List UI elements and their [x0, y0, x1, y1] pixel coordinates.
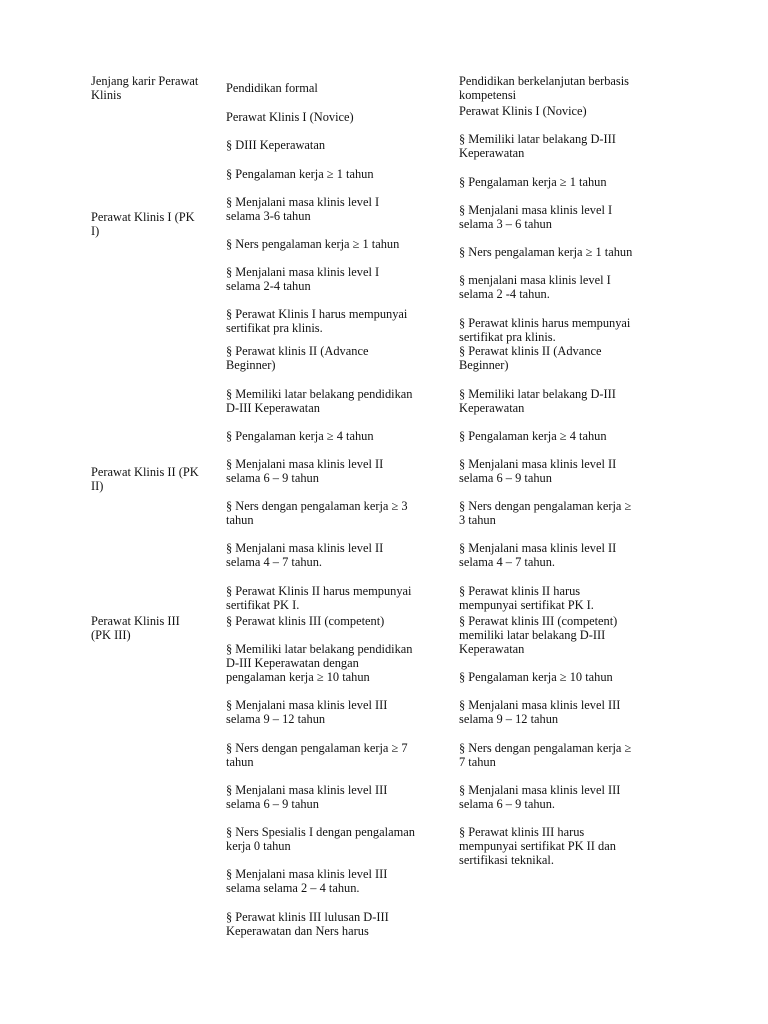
continuing-item: § Perawat klinis II (Advance Beginner) — [459, 344, 602, 372]
header-career-level: Jenjang karir Perawat Klinis — [91, 74, 199, 102]
formal-item: § Menjalani masa klinis level I selama 2-4 tahun — [226, 265, 380, 293]
continuing-item: § Perawat klinis harus mempunyai sertifikat pra klinis. — [459, 316, 631, 344]
row-label-pk1: Perawat Klinis I (PK I) — [91, 210, 195, 238]
continuing-item: § Menjalani masa klinis level I selama 3 – 6 tahun — [459, 203, 613, 231]
continuing-item: § Ners dengan pengalaman kerja ≥ 3 tahun — [459, 499, 632, 527]
formal-item: § Ners Spesialis I dengan pengalaman kerja 0 tahun — [226, 825, 415, 853]
continuing-item: § Ners pengalaman kerja ≥ 1 tahun — [459, 245, 633, 259]
formal-item: § Perawat Klinis I harus mempunyai sertifikat pra klinis. — [226, 307, 408, 335]
formal-item: § Pengalaman kerja ≥ 1 tahun — [226, 167, 374, 181]
formal-item: § Pengalaman kerja ≥ 4 tahun — [226, 429, 374, 443]
formal-item: § Perawat klinis III (competent) — [226, 614, 385, 628]
continuing-item: § Menjalani masa klinis level III selama 6 – 9 tahun. — [459, 783, 621, 811]
formal-item: § Menjalani masa klinis level III selama 6 – 9 tahun — [226, 783, 388, 811]
continuing-item: § Ners dengan pengalaman kerja ≥ 7 tahun — [459, 741, 632, 769]
continuing-item: § Pengalaman kerja ≥ 4 tahun — [459, 429, 607, 443]
header-continuing-education: Pendidikan berkelanjutan berbasis kompetensi — [459, 74, 629, 102]
formal-item: § Ners dengan pengalaman kerja ≥ 7 tahun — [226, 741, 408, 769]
continuing-item: § Menjalani masa klinis level II selama 4 – 7 tahun. — [459, 541, 617, 569]
continuing-item: § Pengalaman kerja ≥ 1 tahun — [459, 175, 607, 189]
formal-item: § Perawat klinis III lulusan D-III Keperawatan dan Ners harus — [226, 910, 389, 938]
formal-item: § Memiliki latar belakang pendidikan D-III Keperawatan dengan pengalaman kerja ≥ 10 tahun — [226, 642, 413, 684]
continuing-item: § Perawat klinis II harus mempunyai sertifikat PK I. — [459, 584, 594, 612]
continuing-item: § Perawat klinis III harus mempunyai sertifikat PK II dan sertifikasi teknikal. — [459, 825, 616, 867]
continuing-item: § menjalani masa klinis level I selama 2 -4 tahun. — [459, 273, 611, 301]
continuing-item: § Perawat klinis III (competent) memiliki latar belakang D-III Keperawatan — [459, 614, 618, 656]
formal-item: § Perawat klinis II (Advance Beginner) — [226, 344, 369, 372]
header-formal-education: Pendidikan formal — [226, 81, 318, 95]
continuing-item: § Pengalaman kerja ≥ 10 tahun — [459, 670, 613, 684]
formal-item: § Menjalani masa klinis level II selama 4 – 7 tahun. — [226, 541, 384, 569]
formal-item: Perawat Klinis I (Novice) — [226, 110, 354, 124]
continuing-item: § Menjalani masa klinis level II selama 6 – 9 tahun — [459, 457, 617, 485]
formal-item: § Ners dengan pengalaman kerja ≥ 3 tahun — [226, 499, 408, 527]
formal-item: § Menjalani masa klinis level II selama 6 – 9 tahun — [226, 457, 384, 485]
formal-item: § Ners pengalaman kerja ≥ 1 tahun — [226, 237, 400, 251]
formal-item: § Menjalani masa klinis level III selama 9 – 12 tahun — [226, 698, 388, 726]
continuing-item: § Memiliki latar belakang D-III Keperawatan — [459, 387, 616, 415]
formal-item: § Memiliki latar belakang pendidikan D-III Keperawatan — [226, 387, 413, 415]
continuing-item: § Memiliki latar belakang D-III Keperawatan — [459, 132, 616, 160]
formal-item: § Menjalani masa klinis level III selama selama 2 – 4 tahun. — [226, 867, 388, 895]
continuing-item: Perawat Klinis I (Novice) — [459, 104, 587, 118]
formal-item: § Menjalani masa klinis level I selama 3-6 tahun — [226, 195, 380, 223]
continuing-item: § Menjalani masa klinis level III selama 9 – 12 tahun — [459, 698, 621, 726]
formal-item: § DIII Keperawatan — [226, 138, 326, 152]
formal-item: § Perawat Klinis II harus mempunyai sertifikat PK I. — [226, 584, 412, 612]
row-label-pk2: Perawat Klinis II (PK II) — [91, 465, 199, 493]
row-label-pk3: Perawat Klinis III (PK III) — [91, 614, 180, 642]
